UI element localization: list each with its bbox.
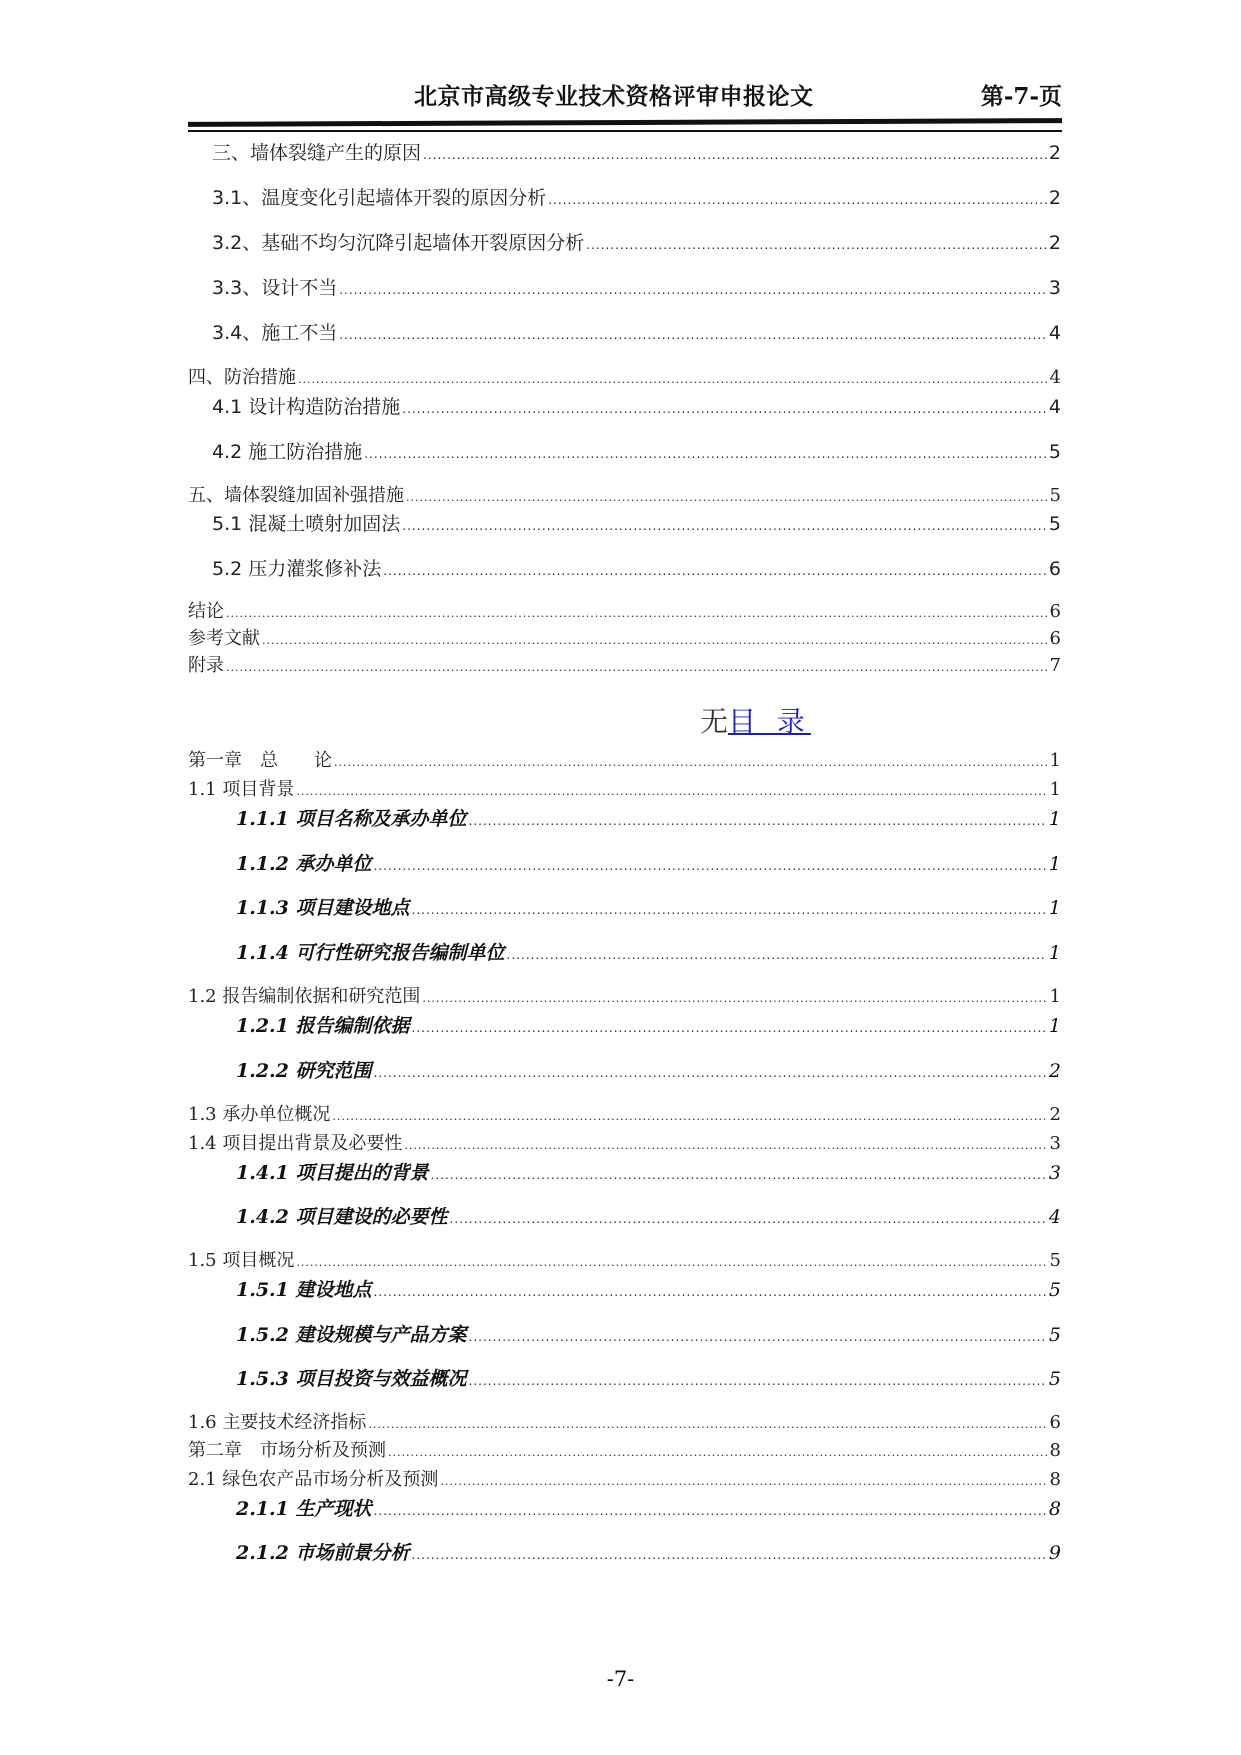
toc-leader-dots: [296, 1256, 1047, 1269]
toc-leader-dots: [406, 491, 1048, 504]
toc-leader-dots: [404, 1139, 1047, 1152]
toc-entry-title: 第二章 市场分析及预测: [188, 1440, 386, 1461]
toc-entry-title: 1.1.1 项目名称及承办单位: [236, 808, 467, 830]
toc-entry-page: 8: [1048, 1498, 1061, 1520]
toc-entry-title: 1.4.2 项目建设的必要性: [236, 1206, 448, 1228]
toc-entry-page: 1: [1049, 986, 1061, 1007]
toc-entry-page: 6: [1049, 628, 1061, 649]
toc-entry[interactable]: [236, 893, 1061, 920]
toc-entry[interactable]: [188, 481, 1061, 507]
toc-leader-dots: [422, 992, 1047, 1005]
toc-leader-dots: [469, 814, 1047, 828]
toc-leader-dots: [374, 1285, 1047, 1299]
toc-entry-title: 2.1.1 生产现状: [236, 1498, 372, 1520]
toc-entry[interactable]: [236, 1320, 1061, 1347]
toc-entry[interactable]: [188, 1465, 1061, 1491]
toc-entry-page: 5: [1048, 513, 1061, 535]
header-page-label: 第-7-页: [980, 83, 1062, 110]
toc-entry-title: 3.3、设计不当: [212, 277, 338, 299]
toc-leader-dots: [586, 238, 1047, 252]
toc-heading-prefix: 无: [700, 705, 729, 738]
toc-leader-dots: [469, 1374, 1047, 1388]
toc-leader-dots: [368, 1418, 1047, 1431]
toc-entry-title: 1.1.2 承办单位: [236, 853, 372, 875]
toc-entry-page: 2: [1048, 1060, 1061, 1082]
toc-entry[interactable]: [212, 392, 1061, 419]
toc-entry-page: 1: [1048, 942, 1061, 964]
toc-entry-page: 5: [1048, 1324, 1061, 1346]
toc-leader-dots: [440, 1475, 1047, 1488]
header-title: 北京市高级专业技术资格评审申报论文: [414, 84, 814, 110]
toc-leader-dots: [226, 661, 1048, 674]
toc-entry[interactable]: [212, 437, 1061, 464]
toc-leader-dots: [339, 283, 1047, 297]
toc-entry[interactable]: [188, 746, 1061, 772]
toc-entry-page: 9: [1048, 1542, 1061, 1564]
toc-leader-dots: [334, 756, 1048, 769]
toc-entry[interactable]: [212, 509, 1061, 536]
toc-entry-title: 2.1.2 市场前景分析: [236, 1542, 410, 1564]
toc-entry-title: 1.5 项目概况: [188, 1250, 295, 1271]
toc-entry[interactable]: [212, 183, 1061, 210]
toc-entry-title: 3.2、基础不均匀沉降引起墙体开裂原因分析: [212, 232, 585, 254]
toc-entry-page: 4: [1049, 367, 1061, 388]
toc-entry-title: 四、防治措施: [188, 367, 296, 388]
toc-leader-dots: [548, 193, 1047, 207]
toc-entry-title: 3.1、温度变化引起墙体开裂的原因分析: [212, 187, 547, 209]
toc-entry-page: 7: [1049, 655, 1061, 676]
toc-entry[interactable]: [188, 1129, 1061, 1155]
toc-entry-title: 5.2 压力灌浆修补法: [212, 558, 382, 580]
toc-leader-dots: [364, 447, 1047, 461]
toc-leader-dots: [402, 519, 1047, 533]
page-number: -7-: [606, 1667, 635, 1691]
toc-entry[interactable]: [212, 228, 1061, 255]
toc-entry-title: 结论: [188, 601, 224, 622]
toc-entry[interactable]: [188, 982, 1061, 1008]
toc-entry-title: 1.2.2 研究范围: [236, 1060, 372, 1082]
toc-leader-dots: [423, 148, 1047, 162]
toc-leader-dots: [374, 1066, 1047, 1080]
toc-entry-page: 3: [1048, 277, 1061, 299]
toc-leader-dots: [374, 1504, 1047, 1518]
toc-entry-page: 4: [1048, 1206, 1061, 1228]
toc-entry-title: 2.1 绿色农产品市场分析及预测: [188, 1469, 439, 1490]
toc-leader-dots: [469, 1330, 1047, 1344]
toc-leader-dots: [431, 1168, 1047, 1182]
toc-entry[interactable]: [188, 1100, 1061, 1126]
toc-entry[interactable]: [188, 775, 1061, 801]
toc-entry[interactable]: [188, 1408, 1061, 1434]
toc-entry[interactable]: [212, 138, 1061, 165]
toc-leader-dots: [262, 634, 1048, 647]
toc-entry-page: 2: [1048, 187, 1061, 209]
toc-entry-page: 1: [1048, 897, 1061, 919]
toc-entry-page: 1: [1048, 853, 1061, 875]
toc-entry-page: 5: [1048, 1279, 1061, 1301]
toc-entry-title: 1.1 项目背景: [188, 779, 295, 800]
toc-entry[interactable]: [188, 651, 1061, 677]
toc-entry-title: 五、墙体裂缝加固补强措施: [188, 485, 404, 506]
toc-entry-page: 1: [1049, 779, 1061, 800]
toc-entry[interactable]: [236, 1364, 1061, 1391]
toc-entry-page: 1: [1048, 1015, 1061, 1037]
toc-entry-page: 5: [1049, 485, 1061, 506]
toc-leader-dots: [339, 328, 1047, 342]
toc-leader-dots: [450, 1212, 1047, 1226]
toc-entry-page: 2: [1049, 1104, 1061, 1125]
toc-entry[interactable]: [236, 804, 1061, 831]
toc-leader-dots: [507, 948, 1047, 962]
toc-entry-page: 8: [1049, 1469, 1061, 1490]
toc-leader-dots: [296, 785, 1047, 798]
toc-entry-title: 1.5.2 建设规模与产品方案: [236, 1324, 467, 1346]
toc-entry-page: 4: [1048, 322, 1061, 344]
toc-entry-page: 6: [1049, 601, 1061, 622]
toc-entry[interactable]: [236, 1158, 1061, 1185]
toc-leader-dots: [412, 903, 1047, 917]
toc-entry-title: 附录: [188, 655, 224, 676]
toc-entry[interactable]: [236, 1275, 1061, 1302]
toc-leader-dots: [226, 607, 1048, 620]
toc-entry-title: 1.1.3 项目建设地点: [236, 897, 410, 919]
toc-entry[interactable]: [188, 1246, 1061, 1272]
toc-entry-title: 1.6 主要技术经济指标: [188, 1412, 367, 1433]
toc-entry[interactable]: [188, 624, 1061, 650]
toc-entry[interactable]: [212, 318, 1061, 345]
toc-entry-page: 1: [1048, 808, 1061, 830]
toc-entry-page: 8: [1049, 1440, 1061, 1461]
toc-entry[interactable]: [188, 1436, 1061, 1462]
toc-leader-dots: [402, 402, 1047, 416]
toc-leader-dots: [298, 373, 1048, 386]
toc-leader-dots: [383, 564, 1047, 578]
toc-entry-page: 5: [1048, 441, 1061, 463]
toc-entry[interactable]: [236, 849, 1061, 876]
toc-entry[interactable]: [212, 273, 1061, 300]
toc-entry-page: 6: [1049, 1412, 1061, 1433]
toc-entry-page: 6: [1048, 558, 1061, 580]
toc-entry-title: 参考文献: [188, 628, 260, 649]
toc-heading: [700, 700, 811, 740]
toc-entry-title: 1.5.3 项目投资与效益概况: [236, 1368, 467, 1390]
toc-entry-title: 4.2 施工防治措施: [212, 441, 363, 463]
toc-entry-title: 1.1.4 可行性研究报告编制单位: [236, 942, 505, 964]
toc-leader-dots: [332, 1110, 1047, 1123]
toc-leader-dots: [374, 859, 1047, 873]
toc-leader-dots: [388, 1446, 1048, 1459]
toc-entry-title: 1.4.1 项目提出的背景: [236, 1162, 429, 1184]
toc-entry[interactable]: [188, 597, 1061, 623]
toc-entry[interactable]: [236, 1494, 1061, 1521]
toc-entry[interactable]: [236, 1202, 1061, 1229]
toc-entry-page: 5: [1048, 1368, 1061, 1390]
toc-leader-dots: [412, 1548, 1047, 1562]
toc-entry[interactable]: [188, 363, 1061, 389]
toc-entry-page: 4: [1048, 396, 1061, 418]
toc-entry-page: 1: [1049, 750, 1061, 771]
toc-entry-page: 2: [1048, 142, 1061, 164]
toc-entry-title: 1.5.1 建设地点: [236, 1279, 372, 1301]
toc-entry-title: 1.2.1 报告编制依据: [236, 1015, 410, 1037]
toc-leader-dots: [412, 1021, 1047, 1035]
toc-entry-page: 2: [1048, 232, 1061, 254]
toc-entry-title: 4.1 设计构造防治措施: [212, 396, 401, 418]
toc-entry-page: 5: [1049, 1250, 1061, 1271]
toc-entry-title: 1.3 承办单位概况: [188, 1104, 331, 1125]
toc-entry[interactable]: [236, 938, 1061, 965]
toc-entry-page: 3: [1048, 1162, 1061, 1184]
toc-entry[interactable]: [236, 1011, 1061, 1038]
toc-entry-title: 三、墙体裂缝产生的原因: [212, 142, 422, 164]
toc-entry[interactable]: [212, 554, 1061, 581]
toc-entry-title: 3.4、施工不当: [212, 322, 338, 344]
toc-entry[interactable]: [236, 1056, 1061, 1083]
toc-entry-title: 5.1 混凝土喷射加固法: [212, 513, 401, 535]
toc-heading-link[interactable]: 目 录: [728, 705, 811, 738]
toc-entry[interactable]: [236, 1538, 1061, 1565]
toc-entry-page: 3: [1049, 1133, 1061, 1154]
toc-entry-title: 1.2 报告编制依据和研究范围: [188, 986, 421, 1007]
toc-entry-title: 第一章 总 论: [188, 750, 332, 771]
toc-entry-title: 1.4 项目提出背景及必要性: [188, 1133, 403, 1154]
